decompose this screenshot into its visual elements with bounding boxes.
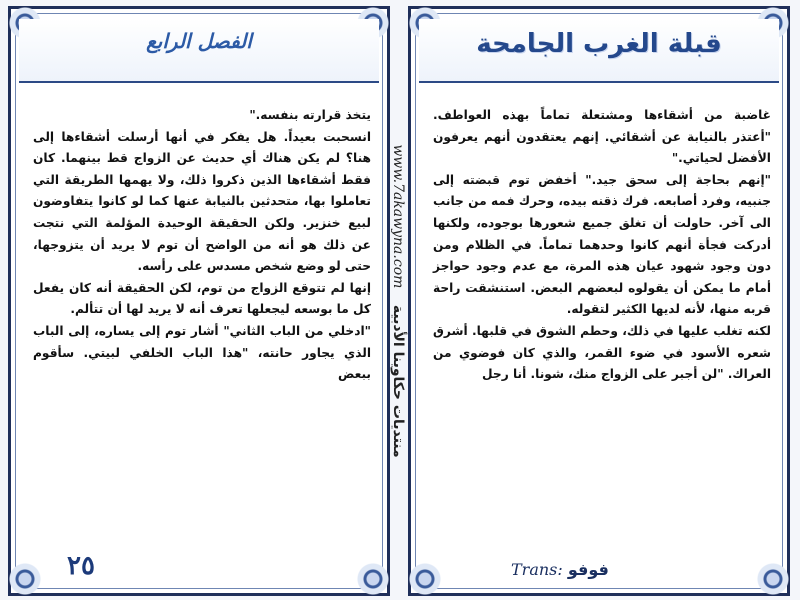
paragraph: إنها لم تتوقع الزواج من توم، لكن الحقيقة أنه كان يفعل كل ما بوسعه ليجعلها تعرف أنه لا يريد لها أن تتألم. <box>33 280 371 317</box>
left-page-body <box>33 105 371 386</box>
left-page-header <box>19 19 379 83</box>
spine-text <box>390 144 406 457</box>
translator-label: Trans: <box>511 560 563 579</box>
spine-watermark <box>388 6 408 596</box>
right-page-header <box>419 19 779 83</box>
paragraph: لكنه تغلب عليها في ذلك، وحطم الشوق في قلبها. أشرق شعره الأسود في ضوء القمر، والذي كان فوضوي من العراك. "لن أجبر على الزواج منك، شونا. أنا رجل <box>433 323 771 382</box>
book-title: قبلة الغرب الجامحة <box>476 29 722 59</box>
forum-name: منتديات حكاوينا الأدبية <box>390 304 406 458</box>
paragraph: انسحبت بعيداً. هل يفكر في أنها أرسلت أشقاءها إلى هنا؟ لم يكن هناك أي حديث عن الزواج قط بينهما. كان فقط أشقاءها الذين ذكروا ذلك، ولا يهمها الطريقة التي تعاملوا بها، متحدثين بالنيابة عنها كما لو كانوا يتفاوضون لبيع خنزير. ولكن الحقيقة الوحيدة المؤلمة التي نتجت عن ذلك هو أنه من الواضح أن توم لا يريد أن يتزوجها، حتى لو وضع شخص مسدس على رأسه. <box>33 129 371 274</box>
page-number: ٢٥ <box>67 551 95 581</box>
translator-credit <box>511 560 617 579</box>
corner-ornament <box>405 559 445 599</box>
paragraph: يتخذ قرارته بنفسه." <box>249 108 371 122</box>
right-page-body <box>433 105 771 386</box>
left-page <box>8 6 390 596</box>
right-page <box>408 6 790 596</box>
corner-ornament <box>353 559 393 599</box>
chapter-title: الفصل الرابع <box>146 29 252 53</box>
corner-ornament <box>753 559 793 599</box>
corner-ornament <box>5 559 45 599</box>
paragraph: "إنهم بحاجة إلى سحق جيد." أخفض توم قبضته إلى جنبيه، وفرد أصابعه. فرك ذقنه بيده، وحرك فمه من جانب الى آخر. حاولت أن تغلق جميع شعورها بوجوده، ولكنها أدركت فجأة أنهم كانوا وحدهما تماماً. في الظلام ومن دون وجود شهود عيان هذه المرة، مع عدم وجود حواجز أمام ما يمكن أن يقولوه لبعضهم البعض. استنشقت راحة قربه منها، لأنه لديها الكثير لتقوله. <box>433 172 771 317</box>
paragraph: "ادخلي من الباب الثاني" أشار توم إلى يساره، إلى الباب الذي يجاور حانته، "هذا الباب الخلفي لبيتي. سأقوم ببعض <box>33 323 371 382</box>
translator-name: فوفو <box>567 560 609 579</box>
paragraph: غاضبة من أشقاءها ومشتعلة تماماً بهذه العواطف. "أعتذر بالنيابة عن أشقائي. إنهم يعتقدون أنهم يعرفون الأفضل لحياتي." <box>433 108 771 166</box>
site-url: www.7akawyna.com <box>390 144 406 289</box>
